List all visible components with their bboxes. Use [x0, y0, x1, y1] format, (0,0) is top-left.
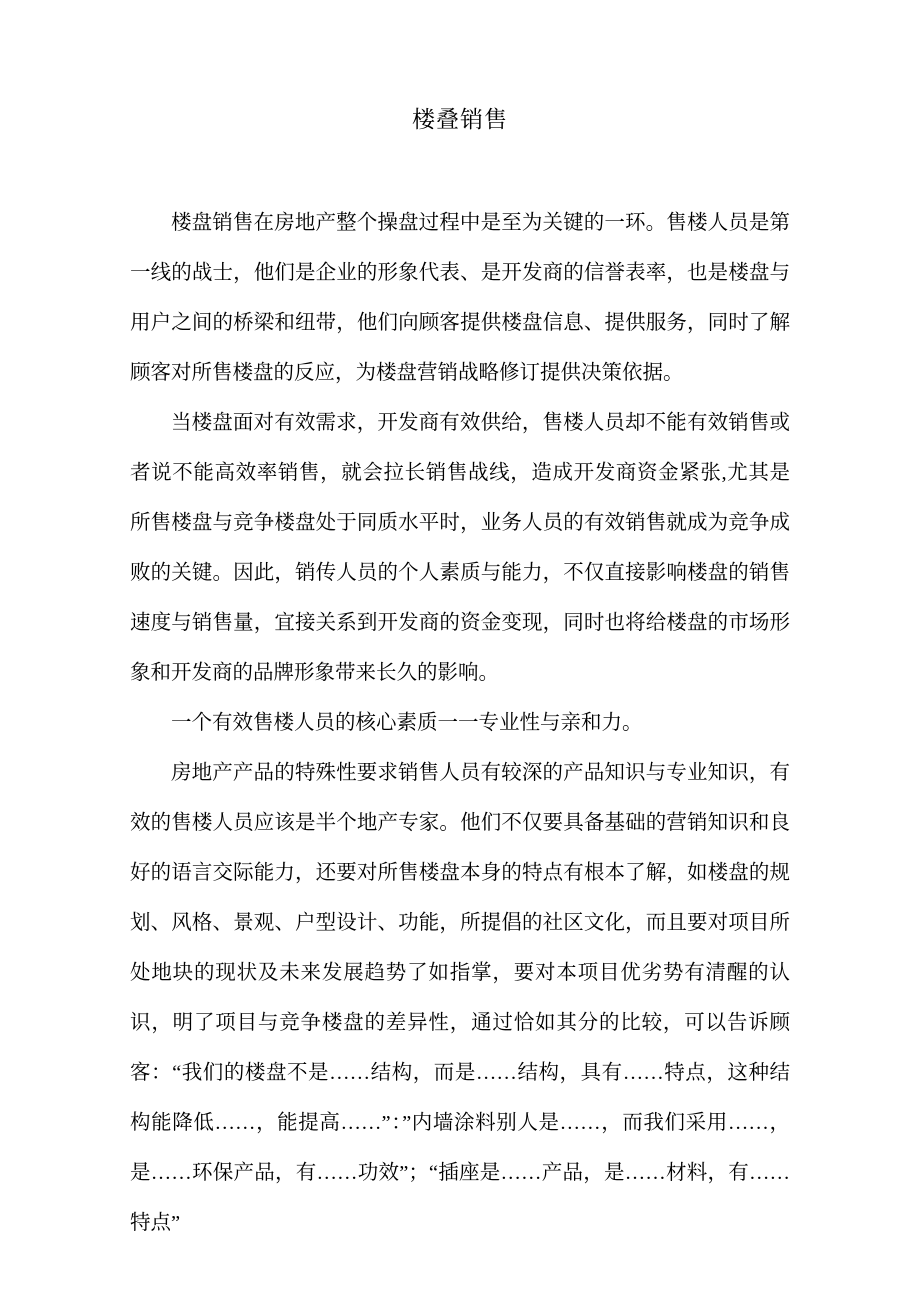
paragraph-effective-sales: 当楼盘面对有效需求，开发商有效供给，售楼人员却不能有效销售或者说不能高效率销售，就会拉长销售战线，造成开发商资金紧张,尤其是所售楼盘与竞争楼盘处于同质水平时，业务人员的有效销售就成为竞争成败的关键。因此，销传人员的个人素质与能力，不仅直接影响楼盘的销售速度与销售量，宜接关系到开发商的资金变现，同时也将给楼盘的市场形象和开发商的品牌形象带来长久的影响。 [130, 412, 790, 684]
paragraph-intro: 楼盘销售在房地产整个操盘过程中是至为关键的一环。售楼人员是第一线的战士，他们是企业的形象代表、是开发商的信誉表率，也是楼盘与用户之间的桥梁和纽带，他们向顾客提供楼盘信息、提供服务，同时了解顾客对所售楼盘的反应，为楼盘营销战略修订提供决策依据。 [130, 212, 790, 384]
document-body [130, 198, 790, 1248]
document-title: 楼叠销售 [412, 107, 508, 132]
paragraph-professionalism: 房地产产品的特殊性要求销售人员有较深的产品知识与专业知识，有效的售楼人员应该是半个地产专家。他们不仅要具备基础的营销知识和良好的语言交际能力，还要对所售楼盘本身的特点有根本了解，如楼盘的规划、风格、景观、户型设计、功能，所提倡的社区文化，而且要对项目所处地块的现状及未来发展趋势了如指掌，要对本项目优劣势有清醒的认识，明了项目与竞争楼盘的差异性，通过恰如其分的比较，可以告诉顾客：“我们的楼盘不是……结构，而是……结构，具有……特点，这种结构能降低……，能提高……”：”内墙涂料别人是……，而我们采用……，是……环保产品，有……功效”；“插座是……产品，是……材料，有……特点” [130, 762, 790, 1234]
paragraph-core-quality: 一个有效售楼人员的核心素质一一专业性与亲和力。 [171, 712, 643, 734]
